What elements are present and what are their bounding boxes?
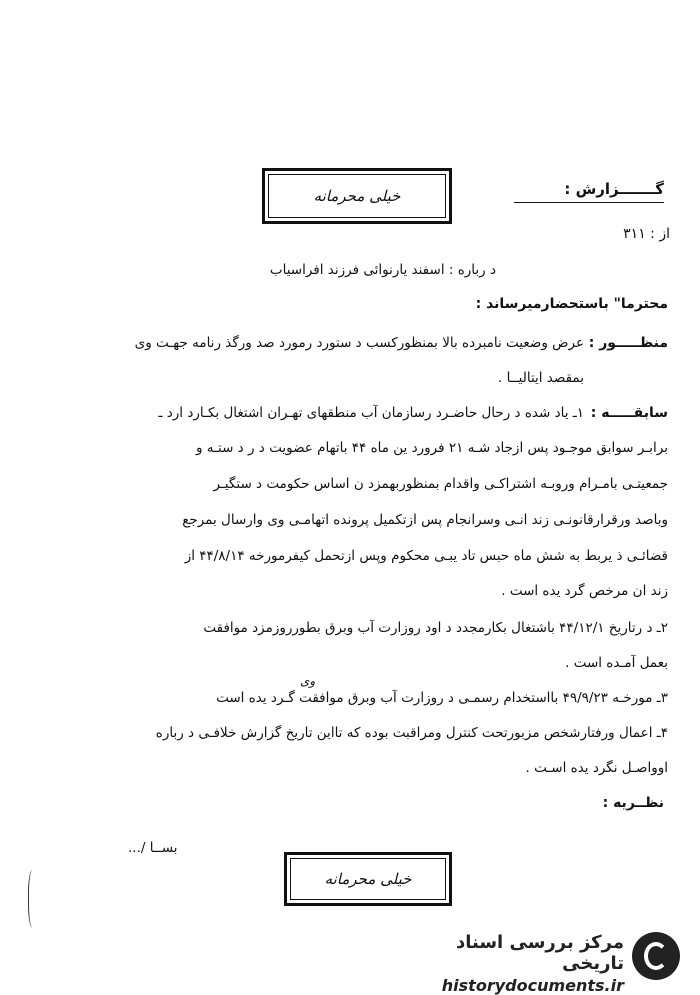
salutation: محترما" باستحضارمیرساند : bbox=[475, 296, 668, 312]
subject-line: د رباره : اسفند یارنوائی فرزند افراسیاب bbox=[269, 262, 496, 278]
watermark-title: مرکز بررسی اسناد تاریخی bbox=[456, 932, 624, 974]
handwritten-insertion: وی bbox=[300, 674, 316, 688]
background-line: جمعیتـی بامـرام وروبـه اشتراکـی واقدام بمنظوربهمزد ن اساس حکومت د ستگیـر bbox=[213, 476, 668, 492]
background-line: ۱ـ یاد شده د رحال حاضـرد رسازمان آب منطقهای تهـران اشتغال بکـارد ارد ـ bbox=[158, 405, 584, 421]
purpose-line-1: عرض وضعیت نامبرده بالا بمنظورکسب د ستورد رمورد صد ورگذ رنامه جهـت وی bbox=[134, 335, 584, 351]
confidential-stamp-bottom: خیلی محرمانه bbox=[284, 852, 452, 906]
sender-reference: از : ۳۱۱ bbox=[623, 226, 670, 242]
opinion-label: نظــریه : bbox=[602, 795, 664, 811]
margin-pen-mark bbox=[28, 870, 39, 928]
watermark-url: historydocuments.ir bbox=[441, 976, 624, 995]
background-line: قضائـی ذ یربط به شش ماه حبس تاد یبـی محکوم وپس ازتحمل کیفرمورخه ۴۴/۸/۱۴ از bbox=[184, 548, 668, 564]
background-label: سابقـــــه : bbox=[590, 405, 668, 421]
background-line: بعمل آمـده است . bbox=[565, 655, 668, 671]
watermark-logo bbox=[418, 930, 688, 995]
watermark-text bbox=[418, 932, 624, 995]
file-reference: بســا /... bbox=[128, 840, 178, 856]
background-line: وباصد ورقرارقانونـی زند انـی وسرانجام پس ازتکمیل پرونده اتهامـی وی وارسال بمرجع bbox=[182, 512, 668, 528]
confidential-stamp-top: خیلی محرمانه bbox=[262, 168, 452, 224]
report-label: گـــــــزارش : bbox=[514, 180, 664, 203]
background-line: زند ان مرخص گرد یده است . bbox=[501, 583, 668, 599]
background-line: ۲ـ د رتاریخ ۴۴/۱۲/۱ باشتغال بکارمجدد د اود روزارت آب وبرق بطورروزمزد موافقت bbox=[203, 620, 668, 636]
background-line: ۴ـ اعمال ورفتارشخص مزبورتحت کنترل ومراقبت بوده که تااین تاریخ گزارش خلافـی د رباره bbox=[155, 725, 668, 741]
background-line: اوواصـل نگرد یده اسـت . bbox=[525, 760, 668, 776]
background-line: ۳ـ مورخـه ۴۹/۹/۲۳ بااستخدام رسمـی د روزارت آب وبرق موافقت گـرد یده است bbox=[216, 690, 668, 706]
archive-logo-icon bbox=[632, 932, 680, 980]
purpose-label: منظـــــور : bbox=[588, 335, 668, 351]
background-line: برابـر سوابق موجـود پس ازجاد شـه ۲۱ فرورد ین ماه ۴۴ باتهام عضویت د ر د ستـه و bbox=[196, 440, 668, 456]
purpose-line-2: بمقصد ایتالیــا . bbox=[498, 370, 584, 386]
